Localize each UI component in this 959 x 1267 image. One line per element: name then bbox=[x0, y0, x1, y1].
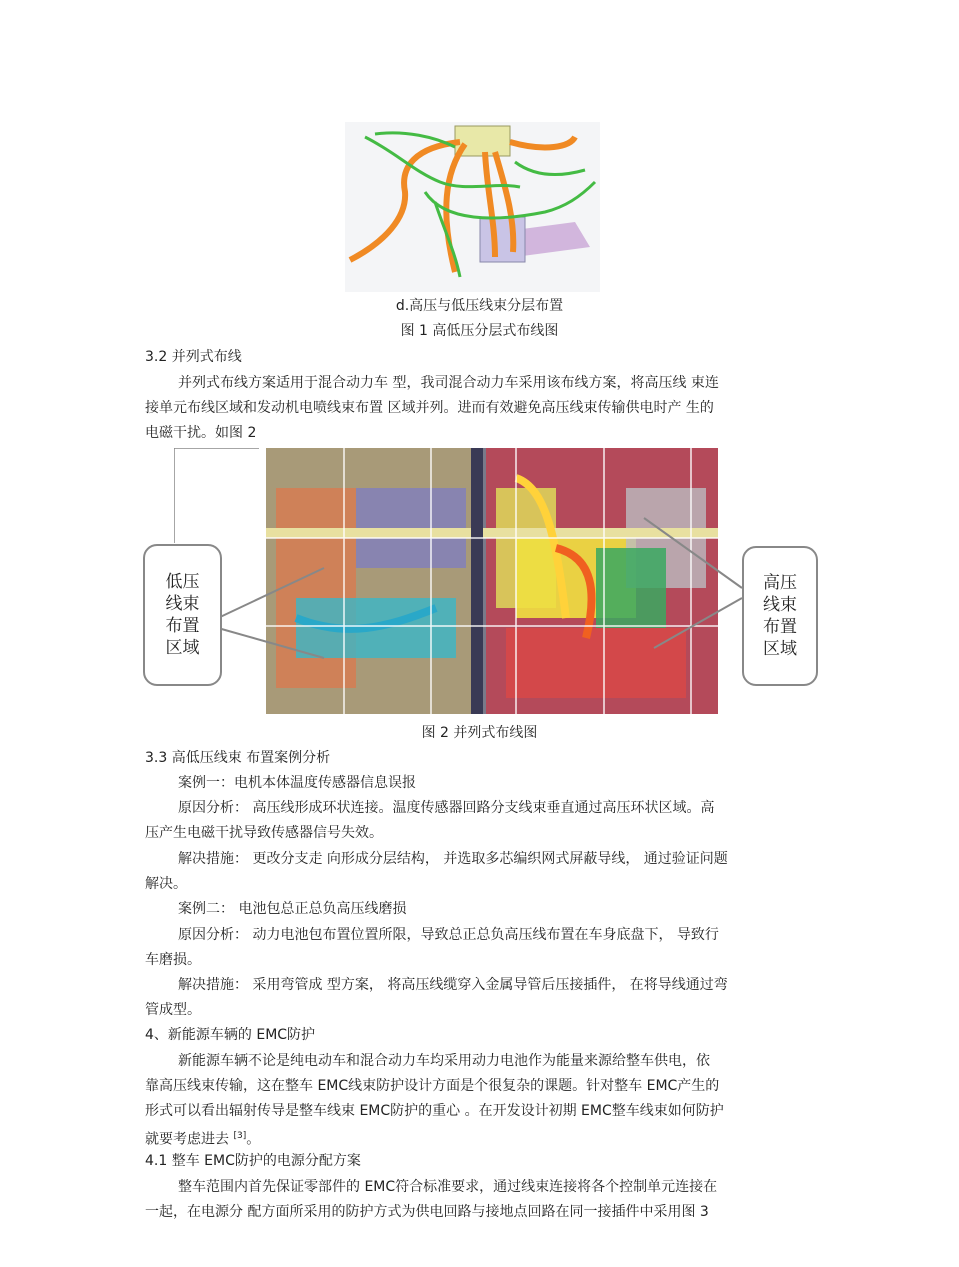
section-4-heading: 4、新能源车辆的 EMC防护 bbox=[145, 1027, 316, 1043]
paragraph-line: 案例一：电机本体温度传感器信息误报 bbox=[178, 775, 416, 791]
figure2-right-label: 高压 线束 布置 区域 bbox=[742, 546, 818, 686]
paragraph-line: 解决。 bbox=[145, 876, 187, 892]
section-3-3-heading: 3.3 高低压线束 布置案例分析 bbox=[145, 750, 331, 766]
paragraph-line: 解决措施： 采用弯管成 型方案， 将高压线缆穿入金属导管后压接插件， 在将导线通过弯 bbox=[178, 977, 728, 993]
paragraph-tail: 。 bbox=[246, 1131, 261, 1148]
paragraph-line: 形式可以看出辐射传导是整车线束 EMC防护的重心 。在开发设计初期 EMC整车线束如何防护 bbox=[145, 1103, 724, 1119]
figure2-left-label: 低压 线束 布置 区域 bbox=[143, 544, 222, 686]
paragraph-line: 案例二： 电池包总正总负高压线磨损 bbox=[178, 901, 407, 917]
paragraph-line bbox=[145, 1126, 815, 1150]
paragraph-line: 接单元布线区域和发动机电喷线束布置 区域并列。进而有效避免高压线束传输供电时产 生的 bbox=[145, 400, 714, 416]
paragraph-line: 电磁干扰。如图 2 bbox=[145, 425, 257, 441]
paragraph-line: 原因分析： 动力电池包布置位置所限，导致总正总负高压线布置在车身底盘下， 导致行 bbox=[178, 927, 719, 943]
section-3-2-heading: 3.2 并列式布线 bbox=[145, 349, 242, 365]
paragraph-line: 并列式布线方案适用于混合动力车 型，我司混合动力车采用该布线方案，将高压线 束连 bbox=[178, 375, 719, 391]
paragraph-line: 车磨损。 bbox=[145, 952, 201, 968]
paragraph-line: 压产生电磁干扰导致传感器信号失效。 bbox=[145, 825, 383, 841]
paragraph-line: 管成型。 bbox=[145, 1002, 201, 1018]
figure2-callout-connectors bbox=[174, 448, 814, 714]
section-4-1-heading: 4.1 整车 EMC防护的电源分配方案 bbox=[145, 1153, 361, 1169]
paragraph-line: 整车范围内首先保证零部件的 EMC符合标准要求，通过线束连接将各个控制单元连接在 bbox=[178, 1179, 718, 1195]
paragraph-line: 新能源车辆不论是纯电动车和混合动力车均采用动力电池作为能量来源给整车供电，依 bbox=[178, 1053, 710, 1069]
figure1-subcaption: d.高压与低压线束分层布置 bbox=[395, 298, 564, 314]
paragraph-line: 原因分析： 高压线形成环状连接。温度传感器回路分支线束垂直通过高压环状区域。高 bbox=[178, 800, 715, 816]
paragraph-text: 就要考虑进去 bbox=[145, 1131, 229, 1148]
figure2-caption: 图 2 并列式布线图 bbox=[421, 725, 538, 741]
citation-marker: [3] bbox=[233, 1131, 247, 1141]
figure1-harness-image bbox=[345, 122, 600, 292]
figure1-caption: 图 1 高低压分层式布线图 bbox=[400, 323, 559, 339]
paragraph-line: 一起，在电源分 配方面所采用的防护方式为供电回路与接地点回路在同一接插件中采用图 3 bbox=[145, 1204, 709, 1220]
paragraph-line: 解决措施： 更改分支走 向形成分层结构， 并选取多芯编织网式屏蔽导线， 通过验证问题 bbox=[178, 851, 728, 867]
paragraph-line: 靠高压线束传输，这在整车 EMC线束防护设计方面是个很复杂的课题。针对整车 EMC产生的 bbox=[145, 1078, 720, 1094]
